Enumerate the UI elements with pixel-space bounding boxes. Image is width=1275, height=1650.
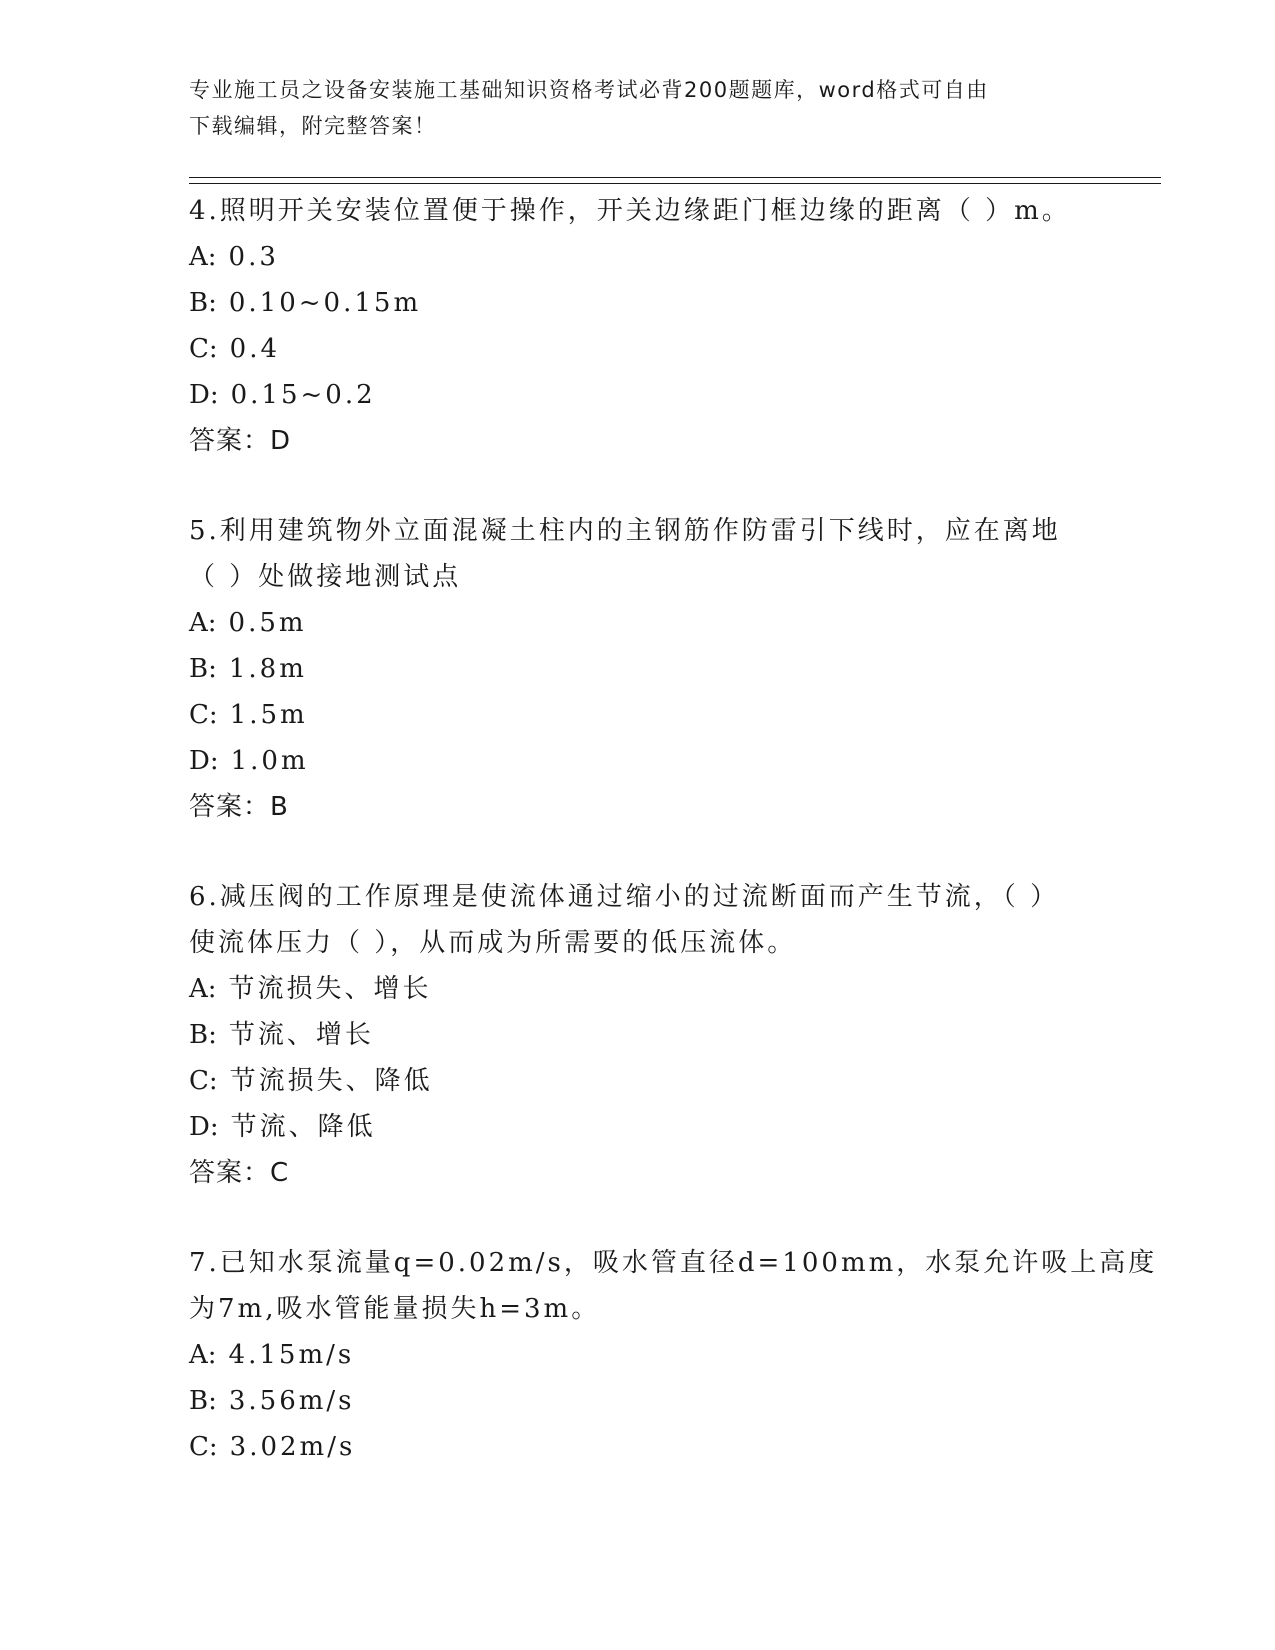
question-7 <box>189 1240 1158 1470</box>
option-b: B: 节流、增长 <box>189 1020 374 1050</box>
document-header <box>189 72 1089 144</box>
option-b: B: 1.8m <box>189 654 307 684</box>
question-stem: 6.减压阀的工作原理是使流体通过缩小的过流断面而产生节流，（ ） <box>189 882 1060 912</box>
header-divider-top <box>189 177 1161 178</box>
answer: 答案：C <box>189 1158 290 1188</box>
question-6 <box>189 874 1089 1196</box>
answer: 答案：B <box>189 792 289 822</box>
option-c: C: 0.4 <box>189 334 281 364</box>
option-a: A: 0.3 <box>189 242 279 272</box>
option-c: C: 3.02m/s <box>189 1432 356 1462</box>
option-c: C: 节流损失、降低 <box>189 1066 433 1096</box>
header-divider-bottom <box>189 183 1161 184</box>
option-d: D: 0.15~0.2 <box>189 380 376 410</box>
header-line-1: 专业施工员之设备安装施工基础知识资格考试必背200题题库，word格式可自由 <box>189 78 989 102</box>
question-4 <box>189 188 1089 464</box>
question-stem-continued: 使流体压力（ ），从而成为所需要的低压流体。 <box>189 928 797 958</box>
question-stem-continued: 为7m,吸水管能量损失h=3m。 <box>189 1294 601 1324</box>
question-5 <box>189 508 1089 830</box>
option-b: B: 3.56m/s <box>189 1386 355 1416</box>
header-line-2: 下载编辑，附完整答案！ <box>189 114 437 138</box>
option-a: A: 0.5m <box>189 608 307 638</box>
option-d: D: 1.0m <box>189 746 309 776</box>
answer: 答案：D <box>189 426 292 456</box>
option-c: C: 1.5m <box>189 700 308 730</box>
option-b: B: 0.10~0.15m <box>189 288 422 318</box>
question-stem: 4.照明开关安装位置便于操作，开关边缘距门框边缘的距离（ ）m。 <box>189 196 1071 226</box>
question-stem: 5.利用建筑物外立面混凝土柱内的主钢筋作防雷引下线时，应在离地 <box>189 516 1061 546</box>
question-stem: 7.已知水泵流量q=0.02m/s，吸水管直径d=100mm，水泵允许吸上高度 <box>189 1248 1158 1278</box>
option-a: A: 节流损失、增长 <box>189 974 432 1004</box>
question-stem-continued: （ ）处做接地测试点 <box>189 562 462 592</box>
option-a: A: 4.15m/s <box>189 1340 355 1370</box>
option-d: D: 节流、降低 <box>189 1112 376 1142</box>
